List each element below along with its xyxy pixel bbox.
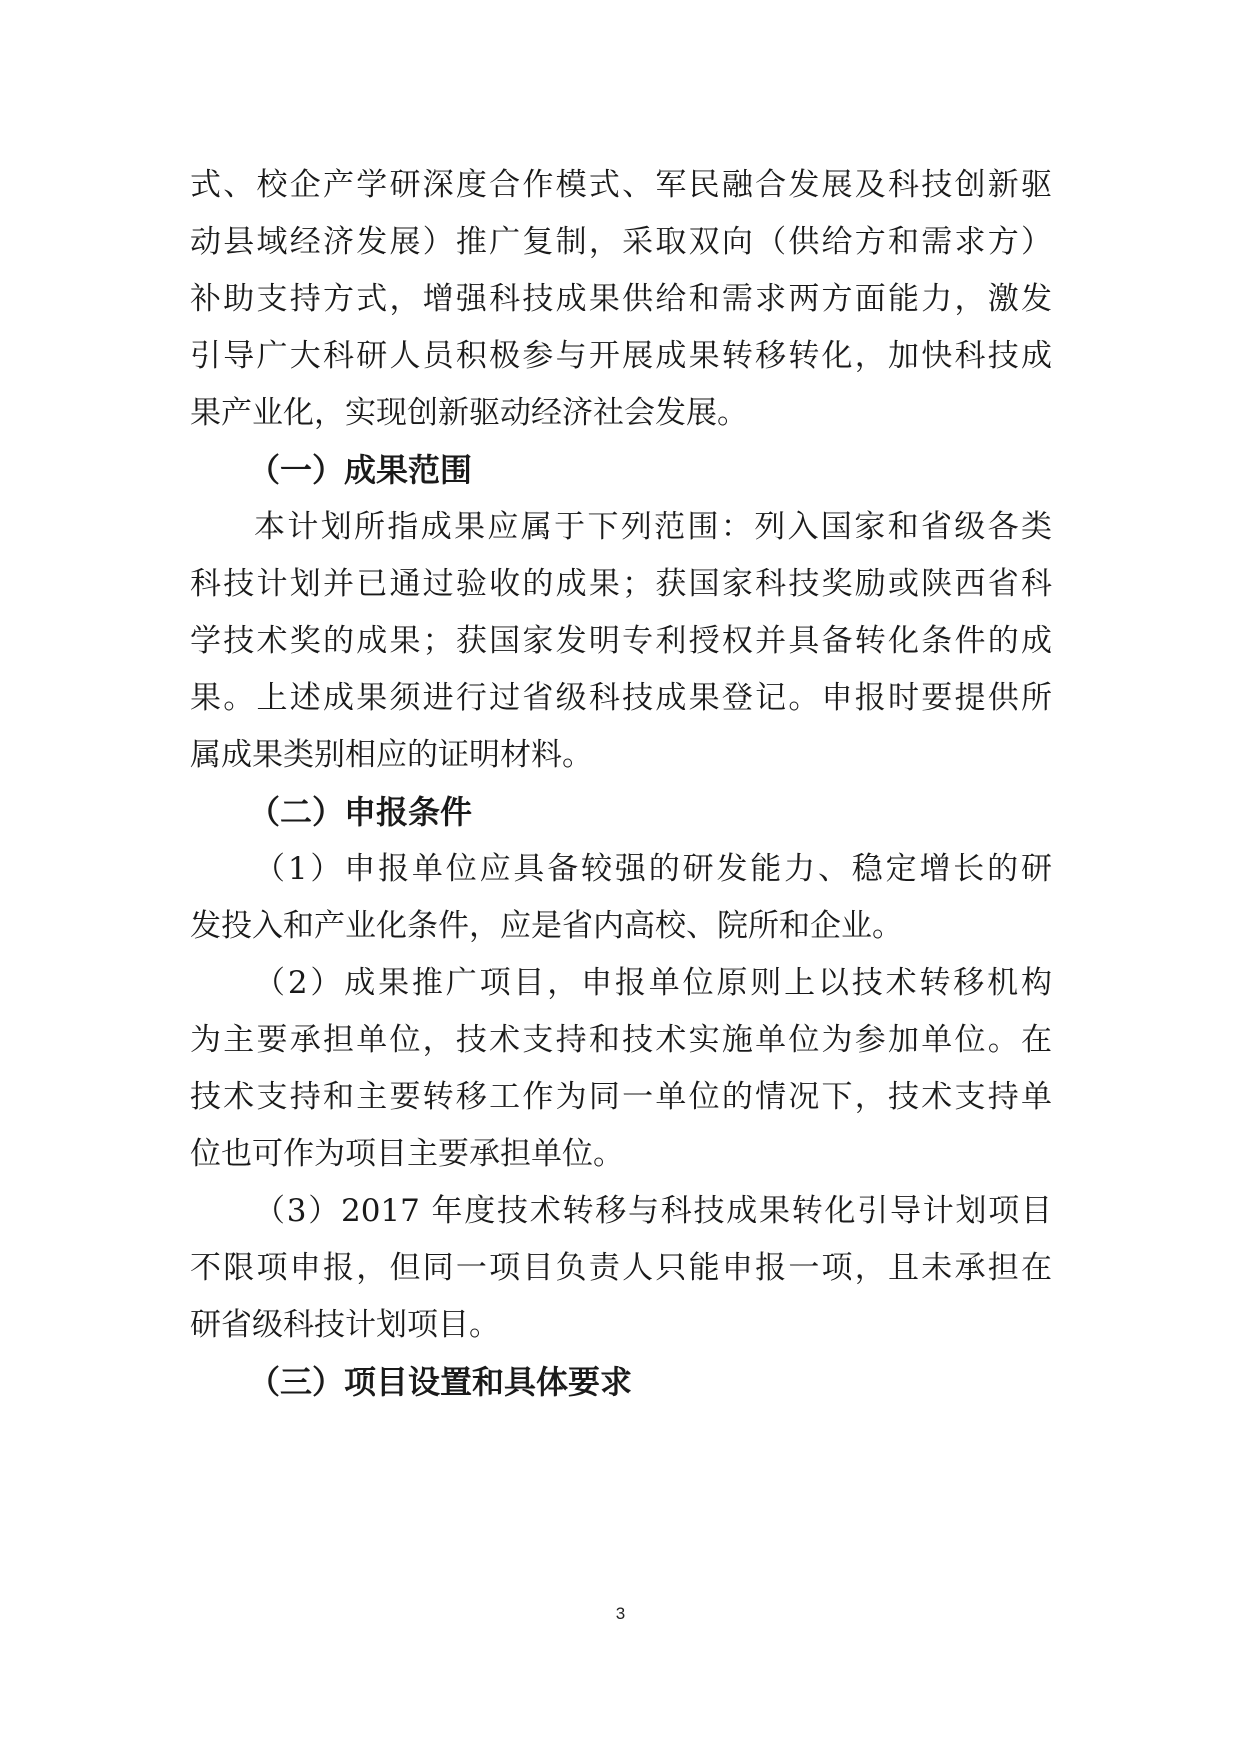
text-line: 发投入和产业化条件，应是省内高校、院所和企业。 [190, 908, 903, 944]
paragraph-condition-2 [190, 955, 1052, 1183]
text-line: 式、校企产学研深度合作模式、军民融合发展及科技创新驱 [190, 167, 1052, 203]
paragraph-condition-3 [190, 1183, 1052, 1354]
section-heading-conditions: （二）申报条件 [248, 793, 473, 831]
text-line: 动县域经济发展）推广复制，采取双向（供给方和需求方） [190, 224, 1052, 260]
text-line: 补助支持方式，增强科技成果供给和需求两方面能力，激发 [190, 281, 1052, 317]
text-line: 科技计划并已通过验收的成果；获国家科技奖励或陕西省科 [190, 566, 1052, 602]
text-line: 本计划所指成果应属于下列范围：列入国家和省级各类 [254, 509, 1052, 545]
paragraph-intro [190, 157, 1052, 442]
text-line: （1）申报单位应具备较强的研发能力、稳定增长的研 [254, 851, 1052, 887]
section-heading-scope: （一）成果范围 [248, 451, 473, 489]
document-body [190, 157, 1052, 1411]
text-line: 果。上述成果须进行过省级科技成果登记。申报时要提供所 [190, 680, 1052, 716]
paragraph-condition-1 [190, 841, 1052, 955]
text-line: （3）2017 年度技术转移与科技成果转化引导计划项目 [254, 1193, 1052, 1229]
section-heading-project-settings: （三）项目设置和具体要求 [248, 1363, 633, 1401]
paragraph-scope [190, 499, 1052, 784]
text-line: 位也可作为项目主要承担单位。 [190, 1136, 624, 1172]
text-line: 不限项申报，但同一项目负责人只能申报一项，且未承担在 [190, 1250, 1052, 1286]
text-line: 学技术奖的成果；获国家发明专利授权并具备转化条件的成 [190, 623, 1052, 659]
text-line: 属成果类别相应的证明材料。 [190, 737, 593, 773]
text-line: 引导广大科研人员积极参与开展成果转移转化，加快科技成 [190, 338, 1052, 374]
text-line: （2）成果推广项目，申报单位原则上以技术转移机构 [254, 965, 1052, 1001]
page-number: 3 [615, 1604, 626, 1623]
text-line: 果产业化，实现创新驱动经济社会发展。 [190, 395, 748, 431]
text-line: 为主要承担单位，技术支持和技术实施单位为参加单位。在 [190, 1022, 1052, 1058]
text-line: 研省级科技计划项目。 [190, 1307, 500, 1343]
text-line: 技术支持和主要转移工作为同一单位的情况下，技术支持单 [190, 1079, 1052, 1115]
